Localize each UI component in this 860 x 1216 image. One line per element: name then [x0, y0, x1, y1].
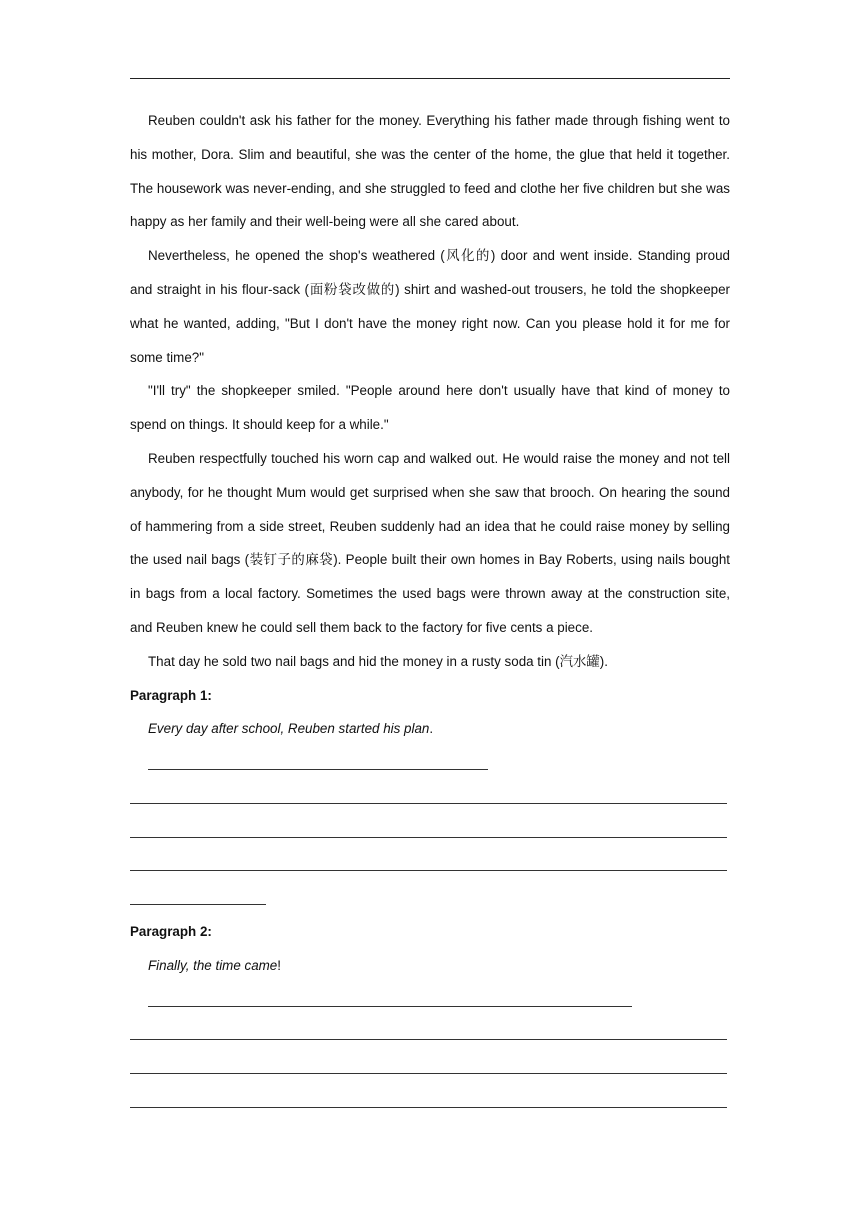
paragraph-2-answer-line-4[interactable]	[130, 1084, 730, 1118]
paragraph-2-heading: Paragraph 2:	[130, 924, 212, 940]
story-paragraph-5: That day he sold two nail bags and hid the money in a rusty soda tin (汽水罐).	[148, 653, 608, 669]
paragraph-1-heading: Paragraph 1:	[130, 687, 212, 703]
story-paragraph-3: "I'll try" the shopkeeper smiled. "People around here don't usually have that kind of money to spend on things. It should keep for a while."	[130, 383, 730, 433]
paragraph-2-prompt-punct: !	[277, 957, 281, 973]
paragraph-2-answer-line-2[interactable]	[130, 1017, 730, 1051]
paragraph-1-prompt	[130, 712, 730, 746]
paragraph-1-answer-line-4[interactable]	[130, 848, 730, 882]
paragraph-1-answer-line-3[interactable]	[130, 814, 730, 848]
story-paragraph-1: Reuben couldn't ask his father for the money. Everything his father made through fishing went to his mother, Dora. Slim and beautiful, she was the center of the home, the glue that held it together. The housework was never-ending, and she struggled to feed and clothe her five children but she was happy as her family and their well-being were all she cared about.	[130, 113, 730, 230]
paragraph-1-answer-line-5[interactable]	[130, 881, 730, 915]
paragraph-1-prompt-punct: .	[429, 721, 434, 737]
document-body	[130, 104, 730, 1118]
story-paragraph-2: Nevertheless, he opened the shop's weathered (风化的) door and went inside. Standing proud and straight in his flour-sack (面粉袋改做的) shirt and washed-out trousers, he told the shopkeeper what he wanted, adding, "But I don't have the money right now. Can you please hold it for me for some time?"	[130, 248, 730, 365]
paragraph-1-answer-line-2[interactable]	[130, 780, 730, 814]
story-paragraph-4: Reuben respectfully touched his worn cap and walked out. He would raise the money and not tell anybody, for he thought Mum would get surprised when she saw that brooch. On hearing the sound of hammering from a side street, Reuben suddenly had an idea that he could raise money by selling the used nail bags (装钉子的麻袋). People built their own homes in Bay Roberts, using nails bought in bags from a local factory. Sometimes the used bags were thrown away at the construction site, and Reuben knew he could sell them back to the factory for five cents a piece.	[130, 450, 730, 635]
paragraph-2-prompt	[130, 949, 730, 983]
header-rule	[130, 78, 730, 79]
paragraph-2-prompt-text: Finally, the time came	[148, 957, 278, 973]
paragraph-1-answer-line-1[interactable]	[130, 746, 730, 780]
paragraph-2-answer-line-3[interactable]	[130, 1050, 730, 1084]
paragraph-2-answer-line-1[interactable]	[130, 983, 730, 1017]
paragraph-1-prompt-text: Every day after school, Reuben started his plan	[148, 721, 430, 737]
